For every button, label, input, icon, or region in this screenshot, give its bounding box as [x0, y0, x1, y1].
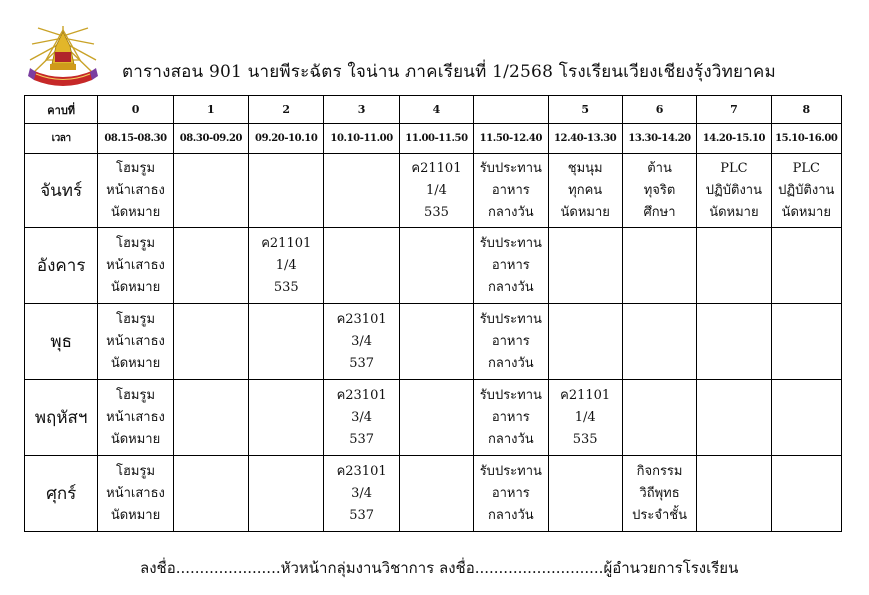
time-header: 09.20-10.10 — [249, 124, 324, 154]
period-header: 8 — [771, 96, 841, 124]
cell-line: ศึกษา — [643, 204, 676, 220]
schedule-cell — [771, 154, 841, 228]
cell-line: นัดหมาย — [560, 204, 610, 220]
cell-line: ประจำชั้น — [632, 507, 687, 523]
cell-line: 537 — [349, 431, 375, 447]
time-header: 14.20-15.10 — [697, 124, 771, 154]
schedule-cell — [548, 154, 622, 228]
schedule-cell — [697, 228, 771, 304]
cell-line: โฮมรูม — [116, 160, 156, 176]
schedule-cell — [474, 304, 548, 380]
table-row — [25, 456, 842, 532]
cell-line: กลางวัน — [487, 431, 534, 447]
time-header: 15.10-16.00 — [771, 124, 841, 154]
schedule-cell — [98, 380, 173, 456]
schedule-cell — [697, 154, 771, 228]
cell-line: 1/4 — [574, 409, 596, 425]
day-label: พุธ — [25, 304, 98, 380]
schedule-cell — [548, 228, 622, 304]
cell-line: ชุมนุม — [567, 160, 603, 176]
cell-line: นัดหมาย — [110, 279, 161, 295]
cell-line: 535 — [424, 204, 449, 220]
schedule-cell — [771, 228, 841, 304]
period-label: คาบที่ — [25, 96, 98, 124]
day-label: จันทร์ — [25, 154, 98, 228]
period-header — [474, 96, 548, 124]
table-row — [25, 228, 842, 304]
schedule-cell — [622, 228, 696, 304]
time-header: 08.30-09.20 — [173, 124, 248, 154]
period-header: 3 — [324, 96, 399, 124]
schedule-cell — [98, 154, 173, 228]
cell-line: โฮมรูม — [116, 235, 156, 251]
cell-line: นัดหมาย — [110, 507, 161, 523]
cell-line: 537 — [349, 355, 375, 371]
cell-line: กลางวัน — [487, 355, 534, 371]
cell-line: 537 — [349, 507, 375, 523]
schedule-cell — [474, 228, 548, 304]
cell-line: รับประทาน — [479, 160, 542, 176]
cell-line: 3/4 — [351, 409, 373, 425]
cell-line: อาหาร — [491, 257, 530, 273]
cell-line: นัดหมาย — [110, 204, 161, 220]
period-header: 4 — [399, 96, 473, 124]
schedule-cell — [771, 304, 841, 380]
table-row — [25, 380, 842, 456]
cell-line: รับประทาน — [479, 311, 542, 327]
signature-line: ลงชื่อ......................หัวหน้ากลุ่มงานวิชาการ ลงชื่อ...........................ผู้อำนวยการโรงเรียน — [140, 559, 739, 577]
schedule-cell — [399, 304, 473, 380]
schedule-cell — [474, 380, 548, 456]
cell-line: นัดหมาย — [781, 204, 831, 220]
cell-line: โฮมรูม — [116, 311, 156, 327]
table-row — [25, 304, 842, 380]
cell-line: PLC — [792, 160, 820, 176]
schedule-cell — [697, 304, 771, 380]
cell-line: ค21101 — [560, 387, 611, 403]
schedule-cell — [474, 154, 548, 228]
schedule-cell — [548, 456, 622, 532]
schedule-cell — [622, 456, 696, 532]
schedule-cell — [622, 304, 696, 380]
schedule-cell — [173, 380, 248, 456]
schedule-cell — [249, 380, 324, 456]
schedule-cell — [249, 228, 324, 304]
schedule-cell — [98, 456, 173, 532]
time-label: เวลา — [25, 124, 98, 154]
cell-line: ปฏิบัติงาน — [705, 182, 762, 198]
cell-line: ทุจริต — [643, 182, 676, 198]
cell-line: ค23101 — [336, 463, 387, 479]
cell-line: วิถีพุทธ — [639, 485, 680, 501]
cell-line: อาหาร — [491, 409, 530, 425]
cell-line: อาหาร — [491, 333, 530, 349]
cell-line: ต้าน — [647, 160, 672, 176]
cell-line: นัดหมาย — [110, 431, 161, 447]
schedule-cell — [324, 456, 399, 532]
schedule-cell — [173, 154, 248, 228]
cell-line: โฮมรูม — [116, 463, 156, 479]
schedule-cell — [548, 304, 622, 380]
period-header: 0 — [98, 96, 173, 124]
schedule-cell — [399, 380, 473, 456]
cell-line: หน้าเสาธง — [106, 485, 165, 501]
school-emblem-icon — [26, 22, 100, 94]
schedule-cell — [697, 380, 771, 456]
day-label: ศุกร์ — [25, 456, 98, 532]
period-header: 1 — [173, 96, 248, 124]
cell-line: อาหาร — [491, 485, 530, 501]
schedule-cell — [249, 456, 324, 532]
schedule-cell — [249, 304, 324, 380]
cell-line: 1/4 — [426, 182, 447, 198]
table-row — [25, 154, 842, 228]
schedule-cell — [399, 228, 473, 304]
cell-line: ค23101 — [336, 311, 387, 327]
time-header: 13.30-14.20 — [622, 124, 696, 154]
cell-line: 535 — [572, 431, 598, 447]
schedule-cell — [98, 228, 173, 304]
schedule-cell — [548, 380, 622, 456]
cell-line: ค23101 — [336, 387, 387, 403]
cell-line: ปฏิบัติงาน — [778, 182, 835, 198]
schedule-cell — [399, 154, 473, 228]
cell-line: หน้าเสาธง — [106, 182, 165, 198]
cell-line: โฮมรูม — [116, 387, 156, 403]
cell-line: หน้าเสาธง — [106, 257, 165, 273]
cell-line: กลางวัน — [487, 204, 534, 220]
cell-line: ค21101 — [411, 160, 462, 176]
schedule-cell — [98, 304, 173, 380]
timetable — [24, 95, 842, 532]
schedule-cell — [399, 456, 473, 532]
cell-line: PLC — [720, 160, 748, 176]
schedule-cell — [771, 456, 841, 532]
cell-line: กลางวัน — [487, 279, 534, 295]
schedule-cell — [697, 456, 771, 532]
period-header: 7 — [697, 96, 771, 124]
period-header: 6 — [622, 96, 696, 124]
time-header: 10.10-11.00 — [324, 124, 399, 154]
cell-line: ค21101 — [261, 235, 312, 251]
day-label: อังคาร — [25, 228, 98, 304]
page-title: ตารางสอน 901 นายพีระฉัตร ใจน่าน ภาคเรียนที่ 1/2568 โรงเรียนเวียงเชียงรุ้งวิทยาคม — [122, 62, 776, 82]
cell-line: รับประทาน — [479, 235, 542, 251]
period-header: 2 — [249, 96, 324, 124]
day-label: พฤหัสฯ — [25, 380, 98, 456]
schedule-cell — [324, 380, 399, 456]
cell-line: นัดหมาย — [709, 204, 759, 220]
cell-line: รับประทาน — [479, 387, 542, 403]
schedule-cell — [324, 228, 399, 304]
time-header: 11.00-11.50 — [399, 124, 473, 154]
cell-line: นัดหมาย — [110, 355, 161, 371]
schedule-cell — [771, 380, 841, 456]
cell-line: 1/4 — [275, 257, 297, 273]
cell-line: กลางวัน — [487, 507, 534, 523]
cell-line: 3/4 — [351, 485, 373, 501]
schedule-cell — [622, 154, 696, 228]
schedule-cell — [324, 304, 399, 380]
time-header: 08.15-08.30 — [98, 124, 173, 154]
schedule-cell — [474, 456, 548, 532]
time-header: 12.40-13.30 — [548, 124, 622, 154]
cell-line: อาหาร — [491, 182, 530, 198]
cell-line: หน้าเสาธง — [106, 409, 165, 425]
time-header: 11.50-12.40 — [474, 124, 548, 154]
schedule-cell — [173, 304, 248, 380]
period-header: 5 — [548, 96, 622, 124]
schedule-cell — [622, 380, 696, 456]
schedule-cell — [173, 456, 248, 532]
cell-line: 535 — [273, 279, 299, 295]
schedule-cell — [324, 154, 399, 228]
cell-line: กิจกรรม — [636, 463, 683, 479]
cell-line: หน้าเสาธง — [106, 333, 165, 349]
schedule-cell — [173, 228, 248, 304]
cell-line: ทุกคน — [568, 182, 603, 198]
schedule-cell — [249, 154, 324, 228]
cell-line: 3/4 — [351, 333, 373, 349]
cell-line: รับประทาน — [479, 463, 542, 479]
